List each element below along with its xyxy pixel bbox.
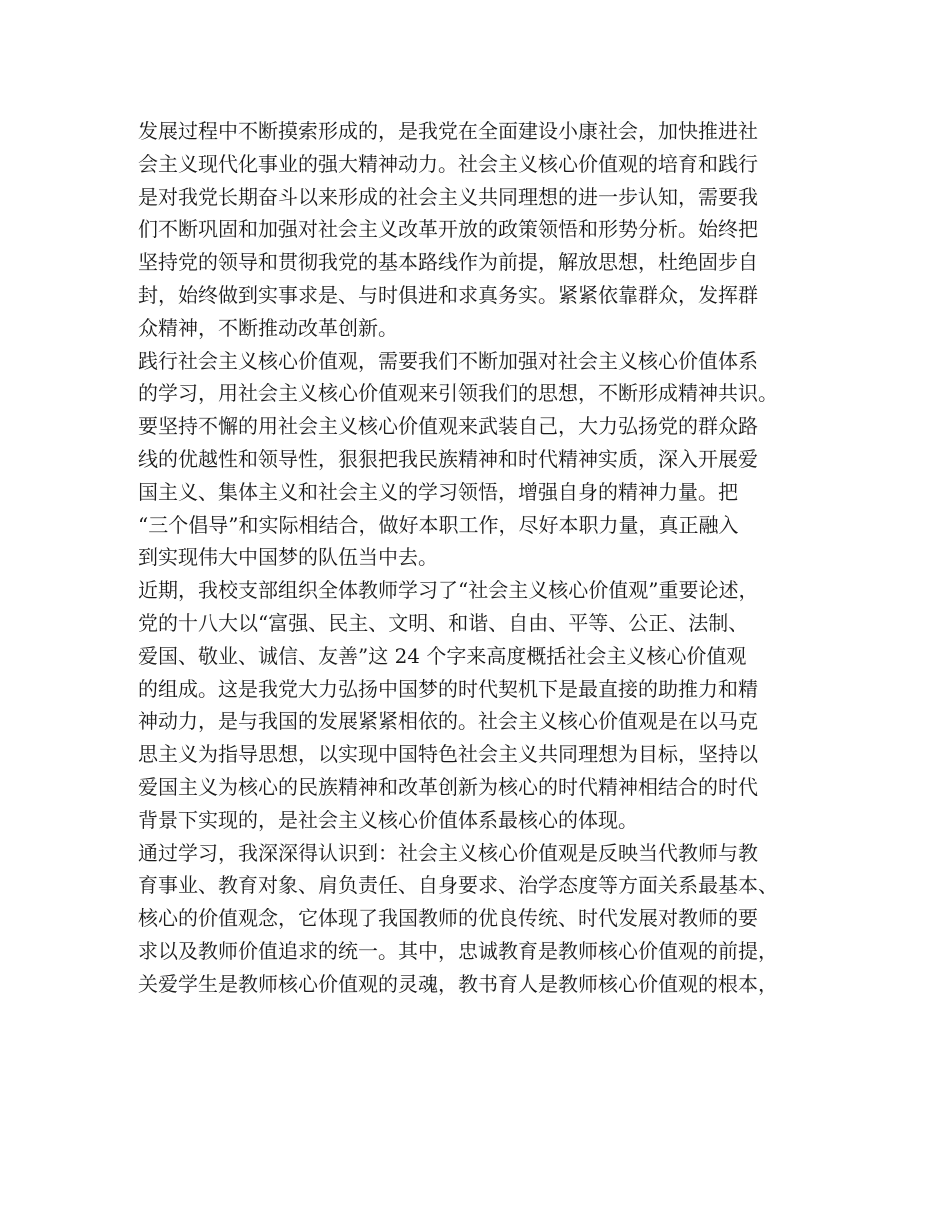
text-line: 的学习，用社会主义核心价值观来引领我们的思想，不断形成精神共识。: [138, 381, 778, 406]
text-line: 线的优越性和领导性，狠狠把我民族精神和时代精神实质，深入开展爱: [138, 446, 758, 471]
text-line: 是对我党长期奋斗以来形成的社会主义共同理想的进一步认知，需要我: [138, 184, 758, 209]
text-line: 思主义为指导思想，以实现中国特色社会主义共同理想为目标，坚持以: [138, 742, 758, 767]
text-line: 核心的价值观念，它体现了我国教师的优良传统、时代发展对教师的要: [138, 906, 758, 931]
text-line: 践行社会主义核心价值观，需要我们不断加强对社会主义核心价值体系: [138, 348, 758, 373]
text-line: 爱国主义为核心的民族精神和改革创新为核心的时代精神相结合的时代: [138, 774, 758, 799]
text-line: 通过学习，我深深得认识到：社会主义核心价值观是反映当代教师与教: [138, 840, 758, 865]
text-line: 们不断巩固和加强对社会主义改革开放的政策领悟和形势分析。始终把: [138, 217, 758, 242]
text-line: 党的十八大以“富强、民主、文明、和谐、自由、平等、公正、法制、: [138, 610, 749, 635]
text-line: 到实现伟大中国梦的队伍当中去。: [138, 545, 438, 570]
text-line: 爱国、敬业、诚信、友善”这 24 个字来高度概括社会主义核心价值观: [138, 643, 747, 668]
text-line: 神动力，是与我国的发展紧紧相依的。社会主义核心价值观是在以马克: [138, 709, 758, 734]
text-line: 国主义、集体主义和社会主义的学习领悟，增强自身的精神力量。把: [138, 479, 738, 504]
text-line: 关爱学生是教师核心价值观的灵魂，教书育人是教师核心价值观的根本，: [138, 971, 778, 996]
text-line: 会主义现代化事业的强大精神动力。社会主义核心价值观的培育和践行: [138, 151, 758, 176]
text-line: 众精神，不断推动改革创新。: [138, 315, 398, 340]
text-line: 近期，我校支部组织全体教师学习了“社会主义核心价值观”重要论述，: [138, 578, 759, 603]
text-line: 要坚持不懈的用社会主义核心价值观来武装自己，大力弘扬党的群众路: [138, 414, 758, 439]
text-line: 坚持党的领导和贯彻我党的基本路线作为前提，解放思想，杜绝固步自: [138, 250, 758, 275]
text-line: 育事业、教育对象、肩负责任、自身要求、治学态度等方面关系最基本、: [138, 873, 778, 898]
text-line: 求以及教师价值追求的统一。其中，忠诚教育是教师核心价值观的前提，: [138, 938, 778, 963]
text-line: 发展过程中不断摸索形成的，是我党在全面建设小康社会，加快推进社: [138, 119, 758, 143]
text-line: 背景下实现的，是社会主义核心价值体系最核心的体现。: [138, 807, 638, 832]
document-body-text: [138, 115, 828, 1001]
text-line: “三个倡导”和实际相结合，做好本职工作，尽好本职力量，真正融入: [138, 512, 739, 537]
text-line: 封，始终做到实事求是、与时俱进和求真务实。紧紧依靠群众，发挥群: [138, 282, 758, 307]
text-line: 的组成。这是我党大力弘扬中国梦的时代契机下是最直接的助推力和精: [138, 676, 758, 701]
